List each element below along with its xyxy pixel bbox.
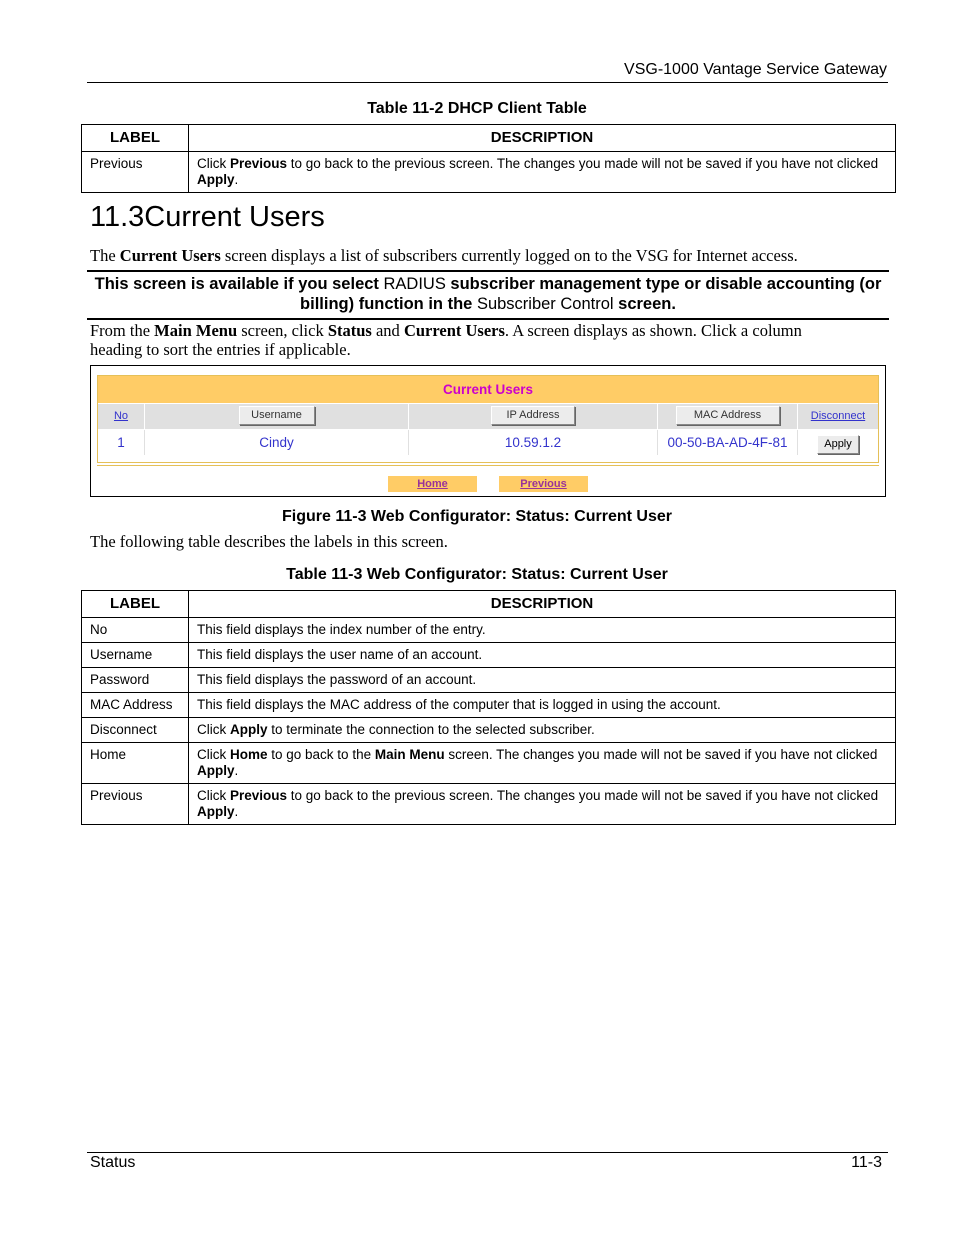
column-ip [409, 404, 658, 429]
row-label-password: Password [82, 668, 189, 693]
screenshot-divider [97, 465, 879, 466]
intro-paragraph: The Current Users screen displays a list of subscribers currently logged on to the VSG for Internet access. [90, 246, 798, 265]
row-desc-home: Click Home to go back to the Main Menu screen. The changes you made will not be saved if you have not clicked Apply. [189, 743, 896, 784]
instructions-paragraph: From the Main Menu screen, click Status and Current Users. A screen displays as shown. Click a column heading to sort the entries if applicable. [90, 321, 802, 359]
table-row [82, 693, 896, 718]
table-2-label-header: LABEL [82, 125, 189, 152]
row-no: 1 [98, 430, 145, 455]
table-2-caption: Table 11-2 DHCP Client Table [367, 100, 587, 117]
table-row [98, 430, 878, 455]
row-label-mac: MAC Address [82, 693, 189, 718]
figure-caption: Figure 11-3 Web Configurator: Status: Current User [282, 508, 672, 525]
row-disconnect [798, 430, 878, 455]
page-header-title: VSG-1000 Vantage Service Gateway [624, 61, 887, 78]
table-3-desc-header: DESCRIPTION [189, 591, 896, 618]
footer-page-number: 11-3 [851, 1154, 882, 1171]
current-users-title: Current Users [98, 376, 878, 403]
table-2-desc-header: DESCRIPTION [189, 125, 896, 152]
current-users-header-row [98, 404, 878, 429]
sort-ip-button[interactable]: IP Address [491, 406, 575, 425]
table-row [82, 743, 896, 784]
row-label-previous: Previous [82, 784, 189, 825]
table-row [82, 152, 896, 193]
table-2-row-label: Previous [82, 152, 189, 193]
row-desc-previous: Click Previous to go back to the previous screen. The changes you made will not be saved if you have not clicked Apply. [189, 784, 896, 825]
following-paragraph: The following table describes the labels in this screen. [90, 532, 448, 551]
sort-disconnect-link[interactable]: Disconnect [810, 410, 866, 422]
row-desc-password: This field displays the password of an account. [189, 668, 896, 693]
header-rule [87, 82, 888, 83]
row-label-home: Home [82, 743, 189, 784]
row-username: Cindy [145, 430, 409, 455]
row-label-username: Username [82, 643, 189, 668]
row-desc-no: This field displays the index number of the entry. [189, 618, 896, 643]
column-mac [658, 404, 798, 429]
row-desc-username: This field displays the user name of an account. [189, 643, 896, 668]
home-button[interactable]: Home [388, 476, 477, 492]
row-label-disconnect: Disconnect [82, 718, 189, 743]
current-users-panel [97, 375, 879, 463]
footer-chapter: Status [90, 1154, 136, 1171]
column-disconnect[interactable] [798, 404, 878, 429]
column-username [145, 404, 409, 429]
table-3-label-header: LABEL [82, 591, 189, 618]
row-ip: 10.59.1.2 [409, 430, 658, 455]
row-mac: 00-50-BA-AD-4F-81 [658, 430, 798, 455]
sort-no-link[interactable]: No [113, 410, 129, 422]
footer-rule [87, 1152, 888, 1153]
table-3-caption: Table 11-3 Web Configurator: Status: Current User [286, 566, 668, 583]
dhcp-client-table [81, 124, 896, 193]
table-row [82, 784, 896, 825]
column-no[interactable] [98, 404, 145, 429]
section-title: 11.3Current Users [90, 201, 325, 233]
table-row [82, 718, 896, 743]
table-row [82, 618, 896, 643]
table-2-row-desc: Click Previous to go back to the previous screen. The changes you made will not be saved if you have not clicked Apply. [189, 152, 896, 193]
sort-username-button[interactable]: Username [239, 406, 315, 425]
row-label-no: No [82, 618, 189, 643]
previous-button[interactable]: Previous [499, 476, 588, 492]
row-desc-mac: This field displays the MAC address of the computer that is logged in using the account. [189, 693, 896, 718]
row-desc-disconnect: Click Apply to terminate the connection to the selected subscriber. [189, 718, 896, 743]
sort-mac-button[interactable]: MAC Address [676, 406, 780, 425]
table-row [82, 668, 896, 693]
current-users-screenshot [90, 365, 886, 497]
current-user-table [81, 590, 896, 825]
table-row [82, 643, 896, 668]
apply-button[interactable]: Apply [817, 435, 859, 454]
note-box: This screen is available if you select RADIUS subscriber management type or disable accounting (or billing) function in the Subscriber Control screen. [87, 270, 889, 320]
